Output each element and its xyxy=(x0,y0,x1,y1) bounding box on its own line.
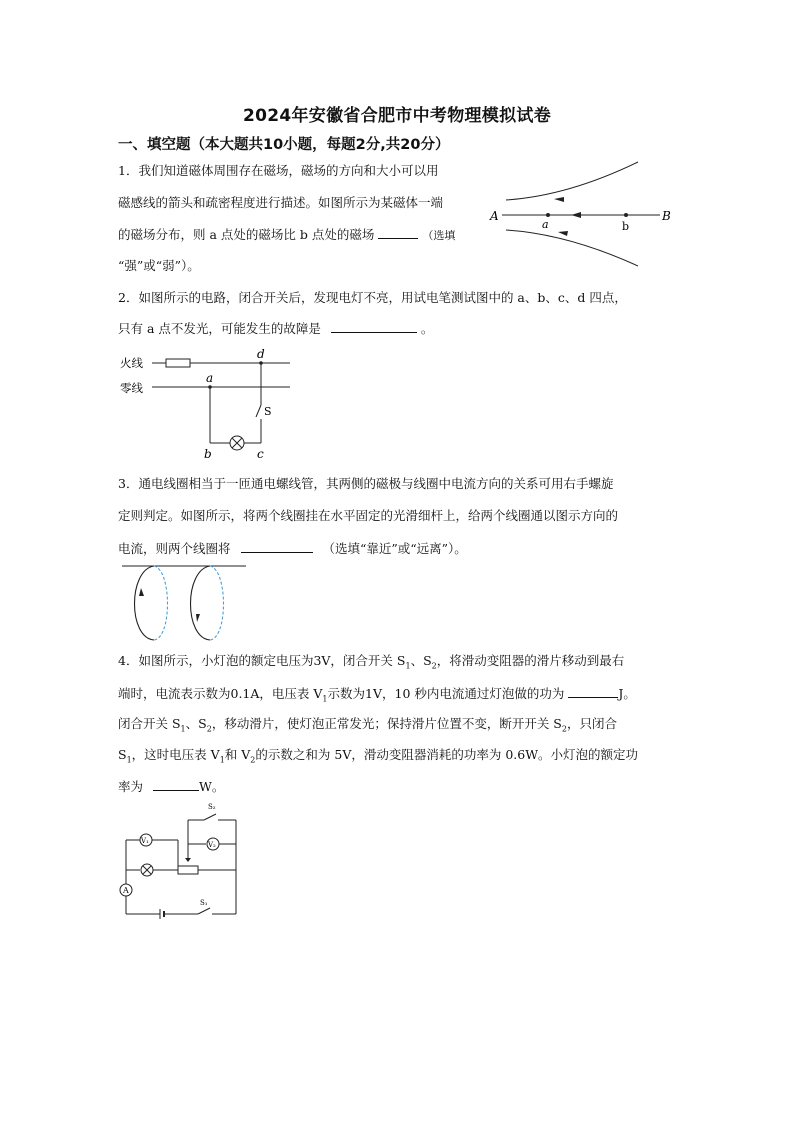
v2-label: V₂ xyxy=(208,841,216,849)
sub: 1 xyxy=(180,724,186,734)
q4-line-3-end: ，只闭合 xyxy=(566,716,617,731)
sub: 1 xyxy=(322,694,328,704)
q4-line-4-text: S xyxy=(118,747,127,762)
q1-line-3 xyxy=(118,226,455,244)
label-b: b xyxy=(622,220,630,233)
coil-2-front xyxy=(191,566,211,640)
label-a: a xyxy=(542,218,549,231)
q3-choice-hint: （选填“靠近”或“远离”）。 xyxy=(322,541,467,556)
q4-line-1 xyxy=(118,653,624,675)
q4-line-3-text: 闭合开关 S xyxy=(118,716,181,731)
sub: 2 xyxy=(206,724,212,734)
q2-circuit-figure xyxy=(118,345,298,465)
label-s: S xyxy=(264,405,272,418)
sub: 2 xyxy=(431,661,437,671)
label-a: a xyxy=(206,371,214,385)
sub: 1 xyxy=(405,661,411,671)
label-c: c xyxy=(257,447,264,461)
q2-answer-blank[interactable] xyxy=(331,320,417,333)
q1-magnetic-field-figure xyxy=(488,160,678,270)
q1-choice-hint: （选填 xyxy=(422,229,456,242)
q4-answer-blank-2[interactable] xyxy=(153,778,199,791)
q4-line-4-end: 的示数之和为 5V，滑动变阻器消耗的功率为 0.6W。小灯泡的额定功 xyxy=(255,747,639,762)
point-a-dot xyxy=(546,213,550,217)
q4-line-5-text: 率为 xyxy=(118,779,144,794)
v1-label: V₁ xyxy=(141,837,149,845)
slider-arrow-icon xyxy=(185,858,191,862)
q3-line-2: 定则判定。如图所示，将两个线圈挂在水平固定的光滑细杆上，给两个线圈通以图示方向的 xyxy=(118,508,619,523)
q4-line-4-mid: ，这时电压表 V xyxy=(131,747,220,762)
section-heading: 一、填空题（本大题共10小题，每题2分,共20分） xyxy=(118,137,450,153)
fuse-icon xyxy=(166,359,190,367)
q2-line-1: 2．如图所示的电路，闭合开关后，发现电灯不亮，用试电笔测试图中的 a、b、c、d 四点， xyxy=(118,290,627,305)
q2-line-2-text: 只有 a 点不发光，可能发生的故障是 xyxy=(118,321,321,336)
label-b: b xyxy=(204,447,212,461)
coil-1-front xyxy=(135,566,155,640)
sub: 2 xyxy=(250,755,256,765)
label-d: d xyxy=(257,347,265,361)
q4-circuit-figure xyxy=(118,800,243,922)
q4-line-5 xyxy=(118,778,224,795)
q3-coils-figure xyxy=(120,560,250,645)
q1-line-4: “强”或“弱”）。 xyxy=(118,258,200,273)
switch-s1-icon xyxy=(198,908,210,914)
upper-arrow-icon xyxy=(554,197,564,202)
switch-s2-icon xyxy=(204,814,216,820)
q2-period: 。 xyxy=(420,321,434,336)
switch-icon xyxy=(256,405,261,417)
coil-2-arrow-icon xyxy=(196,614,200,622)
q2-line-2 xyxy=(118,320,433,337)
q1-line-1: 1．我们知道磁体周围存在磁场，磁场的方向和大小可以用 xyxy=(118,163,439,178)
point-b-dot xyxy=(624,213,628,217)
q4-line-3-mid2: ，移动滑片，使灯泡正常发光；保持滑片位置不变，断开开关 S xyxy=(211,716,562,731)
q1-line-2: 磁感线的箭头和疏密程度进行描述。如图所示为某磁体一端 xyxy=(118,195,444,210)
upper-field-line xyxy=(506,162,638,200)
lower-arrow-icon xyxy=(558,231,568,236)
live-wire-label: 火线 xyxy=(120,356,143,370)
label-A: A xyxy=(490,209,499,223)
q4-line-1-end: ，将滑动变阻器的滑片移动到最右 xyxy=(436,653,625,668)
coil-1-back xyxy=(154,566,168,640)
q4-line-4-mid2: 和 V xyxy=(224,747,251,762)
lower-field-line xyxy=(506,230,638,266)
q4-line-3 xyxy=(118,716,617,738)
sub: 2 xyxy=(561,724,567,734)
q4-line-2-mid: 示数为1V，10 秒内电流通过灯泡做的功为 xyxy=(327,686,565,701)
q4-line-4 xyxy=(118,747,638,769)
q4-line-2-unit: J。 xyxy=(618,686,636,701)
label-B: B xyxy=(662,209,671,223)
q3-line-3-text: 电流，则两个线圈将 xyxy=(118,541,231,556)
sub: 1 xyxy=(219,755,225,765)
q3-answer-blank[interactable] xyxy=(241,540,313,553)
neutral-wire-label: 零线 xyxy=(120,381,143,395)
q4-line-1-mid: 、S xyxy=(410,653,432,668)
q4-answer-blank-1[interactable] xyxy=(568,685,618,698)
rheostat-icon xyxy=(178,866,198,874)
coil-2-back xyxy=(210,566,224,640)
ammeter-label: A xyxy=(123,886,129,895)
center-arrow-icon xyxy=(571,212,581,218)
coil-1-arrow-icon xyxy=(139,588,144,596)
q3-line-3 xyxy=(118,540,467,557)
q4-line-2 xyxy=(118,685,636,708)
q3-line-1: 3．通电线圈相当于一匝通电螺线管，其两侧的磁极与线圈中电流方向的关系可用右手螺旋 xyxy=(118,476,614,491)
s1-label: S₁ xyxy=(200,899,208,907)
q4-line-5-unit: W。 xyxy=(199,779,225,794)
q4-line-2-text: 端时，电流表示数为0.1A，电压表 V xyxy=(118,686,323,701)
q4-line-3-mid: 、S xyxy=(185,716,207,731)
s2-label: S₂ xyxy=(208,803,216,811)
page-title: 2024年安徽省合肥市中考物理模拟试卷 xyxy=(242,106,551,126)
q1-answer-blank[interactable] xyxy=(378,226,418,239)
q1-line-3-text: 的磁场分布，则 a 点处的磁场比 b 点处的磁场 xyxy=(118,227,375,242)
q4-line-1-text: 4．如图所示，小灯泡的额定电压为3V，闭合开关 S xyxy=(118,653,406,668)
sub: 1 xyxy=(126,755,132,765)
